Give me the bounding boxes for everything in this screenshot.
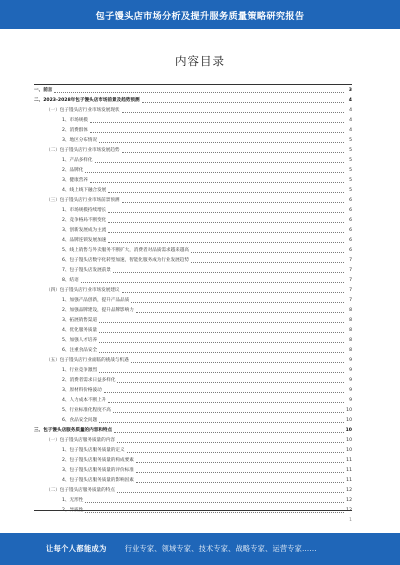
toc-entry-page: 7 <box>349 258 352 263</box>
toc-entry[interactable] <box>34 346 352 354</box>
toc-leader-dots <box>81 282 344 283</box>
toc-entry[interactable] <box>34 276 352 284</box>
toc-entry[interactable] <box>34 416 352 424</box>
toc-leader-dots <box>99 422 344 423</box>
toc-entry-page: 10 <box>346 408 352 413</box>
toc-leader-dots <box>108 232 344 233</box>
footer-slogan: 让每个人都能成为 <box>46 544 107 553</box>
toc-entry[interactable] <box>34 366 352 374</box>
toc-entry-page: 4 <box>349 118 352 123</box>
toc-entry-page: 6 <box>349 238 352 243</box>
page-number: 1 <box>349 518 352 523</box>
toc-entry-page: 8 <box>349 308 352 313</box>
toc-entry-text: 1、加强产品创新，提升产品品质 <box>62 298 130 303</box>
toc-entry-page: 8 <box>349 348 352 353</box>
toc-entry-text: 1、无形性 <box>62 498 84 503</box>
toc-leader-dots <box>122 292 344 293</box>
toc-leader-dots <box>99 322 344 323</box>
toc-leader-dots <box>95 162 345 163</box>
toc-leader-dots <box>113 272 344 273</box>
toc-entry-text: （五）包子馒头店行业面临的挑战与机遇 <box>46 358 129 363</box>
toc-entry-text: 1、市场规模持续增长 <box>62 208 107 213</box>
toc-leader-dots <box>117 382 344 383</box>
toc-entry-page: 10 <box>345 428 352 433</box>
toc-entry-text: 3、原材料价格波动 <box>62 388 102 393</box>
toc-leader-dots <box>99 342 344 343</box>
toc-entry-page: 5 <box>349 168 352 173</box>
toc-entry-text: 3、健康营养 <box>62 178 88 183</box>
toc-entry-text: 3、拓展销售渠道 <box>62 318 98 323</box>
toc-leader-dots <box>117 442 344 443</box>
toc-entry-text: 7、包子馒头店发展前景 <box>62 268 111 273</box>
toc-entry[interactable] <box>34 176 352 184</box>
toc-title: 内容目录 <box>175 54 225 68</box>
toc-entry-text: 3、创新发展成为主流 <box>62 228 107 233</box>
toc-leader-dots <box>191 262 344 263</box>
toc-entry[interactable] <box>34 196 352 204</box>
toc-entry-text: 4、线上线下融合发展 <box>62 188 107 193</box>
toc-entry-page: 6 <box>349 228 352 233</box>
toc-leader-dots <box>85 512 344 513</box>
toc-leader-dots <box>136 312 344 313</box>
toc-entry[interactable] <box>34 456 352 464</box>
toc-entry-page: 6 <box>349 208 352 213</box>
toc-entry-page: 11 <box>346 458 352 463</box>
toc-entry-page: 3 <box>348 88 352 93</box>
toc-entry[interactable] <box>34 426 352 434</box>
toc-entry[interactable] <box>34 126 352 134</box>
toc-leader-dots <box>136 472 344 473</box>
toc-entry-text: 4、人力成本不断上升 <box>62 398 107 403</box>
toc-entry-text: 4、优化服务质量 <box>62 328 98 333</box>
toc-leader-dots <box>108 402 344 403</box>
toc-entry-text: （一）包子馒头店服务质量的内容 <box>46 438 115 443</box>
toc-entry[interactable] <box>34 466 352 474</box>
toc-entry-text: 8、结语 <box>62 278 79 283</box>
toc-entry-page: 4 <box>349 128 352 133</box>
toc-entry[interactable] <box>34 86 352 94</box>
toc-entry[interactable] <box>34 116 352 124</box>
toc-leader-dots <box>85 172 344 173</box>
toc-entry[interactable] <box>34 376 352 384</box>
toc-entry-text: 2、竞争格局不断变化 <box>62 218 107 223</box>
footer-bar <box>0 533 400 565</box>
toc-leader-dots <box>136 482 344 483</box>
toc-leader-dots <box>122 152 344 153</box>
toc-entry[interactable] <box>34 286 352 294</box>
toc-leader-dots <box>108 212 344 213</box>
toc-entry-text: 1、产品多样化 <box>62 158 93 163</box>
toc-bottom-rule <box>34 510 352 511</box>
toc-leader-dots <box>131 302 344 303</box>
toc-entry-page: 4 <box>349 108 352 113</box>
toc-entry-text: 2、消费者需求日益多样化 <box>62 378 116 383</box>
toc-entry-text: 2、加强品牌建设，提升品牌影响力 <box>62 308 134 313</box>
toc-entry-text: 2、品牌化 <box>62 168 84 173</box>
toc-leader-dots <box>113 412 344 413</box>
toc-entry-text: 6、食品安全问题 <box>62 418 98 423</box>
toc-entry[interactable] <box>34 166 352 174</box>
toc-leader-dots <box>85 502 344 503</box>
toc-entry-page: 7 <box>349 288 352 293</box>
toc-entry-page: 12 <box>346 488 352 493</box>
toc-entry[interactable] <box>34 226 352 234</box>
toc-leader-dots <box>142 102 344 103</box>
toc-entry[interactable] <box>34 356 352 364</box>
toc-entry-text: 2、包子馒头店服务质量的构成要素 <box>62 458 134 463</box>
toc-entry[interactable] <box>34 236 352 244</box>
toc-entry[interactable] <box>34 246 352 254</box>
toc-entry-page: 9 <box>349 378 352 383</box>
report-title: 包子馒头店市场分析及提升服务质量策略研究报告 <box>95 10 305 22</box>
toc-entry-page: 12 <box>346 498 352 503</box>
toc-entry[interactable] <box>34 106 352 114</box>
toc-leader-dots <box>122 202 344 203</box>
toc-entry[interactable] <box>34 436 352 444</box>
toc-entry-text: 6、包子馒头店数字化转型加速，智能化服务成为行业发展趋势 <box>62 258 189 263</box>
toc-leader-dots <box>136 462 344 463</box>
toc-leader-dots <box>90 122 344 123</box>
toc-leader-dots <box>99 372 344 373</box>
toc-entry-text: 1、市场规模 <box>62 118 88 123</box>
toc-entry[interactable] <box>34 296 352 304</box>
toc-entry-text: 1、包子馒头店服务质量的定义 <box>62 448 125 453</box>
toc-leader-dots <box>114 432 343 433</box>
toc-leader-dots <box>131 362 344 363</box>
report-header-bar <box>0 0 400 29</box>
toc-entry[interactable] <box>34 486 352 494</box>
toc-entry-page: 11 <box>346 468 352 473</box>
toc-entry[interactable] <box>34 446 352 454</box>
toc-leader-dots <box>99 352 344 353</box>
toc-leader-dots <box>117 492 344 493</box>
toc-entry[interactable] <box>34 306 352 314</box>
toc-leader-dots <box>127 452 344 453</box>
toc-leader-dots <box>99 332 344 333</box>
toc-entry-page: 9 <box>349 388 352 393</box>
toc-leader-dots <box>104 392 344 393</box>
toc-entry[interactable] <box>34 386 352 394</box>
toc-entry-page: 7 <box>349 268 352 273</box>
toc-entry[interactable] <box>34 406 352 414</box>
toc-entry[interactable] <box>34 326 352 334</box>
toc-leader-dots <box>99 142 344 143</box>
toc-entry-page: 9 <box>349 368 352 373</box>
toc-entry-page: 9 <box>349 358 352 363</box>
toc-entry[interactable] <box>34 156 352 164</box>
toc-entry-page: 5 <box>349 138 352 143</box>
toc-entry-page: 10 <box>346 438 352 443</box>
toc-entry-text: （四）包子馒头店行业市场发展建议 <box>46 288 120 293</box>
toc-entry-text: 4、包子馒头店服务质量的影响因素 <box>62 478 134 483</box>
toc-leader-dots <box>108 242 344 243</box>
toc-entry-text: （二）包子馒头店服务质量的特点 <box>46 488 115 493</box>
toc-leader-dots <box>90 132 344 133</box>
toc-leader-dots <box>54 92 344 93</box>
toc-entry-page: 5 <box>349 188 352 193</box>
toc-entry-page: 5 <box>349 158 352 163</box>
toc-leader-dots <box>191 252 344 253</box>
toc-entry-text: 5、行业标准化程度不高 <box>62 408 111 413</box>
toc-entry[interactable] <box>34 186 352 194</box>
toc-entry-page: 6 <box>349 198 352 203</box>
toc-entry-text: 5、线上销售与外卖服务不断扩大，消费者对品质需求越来越高 <box>62 248 189 253</box>
toc-entry-page: 10 <box>346 418 352 423</box>
toc-entry-page: 8 <box>349 338 352 343</box>
toc-entry-text: 一、前言 <box>34 88 53 93</box>
toc-entry[interactable] <box>34 146 352 154</box>
toc-entry-page: 7 <box>349 298 352 303</box>
toc-entry[interactable] <box>34 336 352 344</box>
toc-entry-text <box>62 508 83 514</box>
toc-leader-dots <box>122 112 344 113</box>
toc-entry-page: 10 <box>346 448 352 453</box>
toc-entry-page: 6 <box>349 248 352 253</box>
toc-entry-text: 4、品牌连锁发展加速 <box>62 238 107 243</box>
toc-entry[interactable] <box>34 96 352 104</box>
toc-entry-page: 11 <box>346 478 352 483</box>
toc-entry-page: 8 <box>349 328 352 333</box>
toc-entry[interactable] <box>34 316 352 324</box>
toc-entry-page: 5 <box>349 178 352 183</box>
toc-entry-page: 4 <box>348 98 352 103</box>
toc-entry-text: 2、消费群体 <box>62 128 88 133</box>
toc-entry[interactable] <box>34 206 352 214</box>
toc-entry[interactable] <box>34 216 352 224</box>
toc-entry-text: 3、地区分布情况 <box>62 138 98 143</box>
toc-entry-page: 7 <box>349 278 352 283</box>
toc-entry-text: 3、包子馒头店服务质量的评价标准 <box>62 468 134 473</box>
toc-entry-text: （二）包子馒头店行业市场发展趋势 <box>46 148 120 153</box>
toc-entry-text: 6、注重食品安全 <box>62 348 98 353</box>
toc-entry[interactable] <box>34 396 352 404</box>
toc-entry-text: 5、加强人才培养 <box>62 338 98 343</box>
toc-entry-page <box>346 508 352 514</box>
toc-entry[interactable] <box>34 476 352 484</box>
toc-entry[interactable] <box>34 136 352 144</box>
toc-leader-dots <box>108 192 344 193</box>
toc-entry-text: 二、2023-2028年包子馒头店市场前景及趋势预测 <box>34 98 140 103</box>
toc-entry-text: （一）包子馒头店行业市场发展现状 <box>46 108 120 113</box>
toc-entry[interactable] <box>34 496 352 504</box>
toc-entry[interactable] <box>34 266 352 274</box>
footer-tagline: 行业专家、领域专家、技术专家、战略专家、运营专家…… <box>124 544 317 553</box>
toc-entry-page: 9 <box>349 398 352 403</box>
toc-entry-text: 1、行业竞争激烈 <box>62 368 98 373</box>
table-of-contents <box>34 84 352 514</box>
toc-leader-dots <box>90 182 344 183</box>
toc-entry-page: 6 <box>349 218 352 223</box>
toc-entry-text: （三）包子馒头店行业市场前景预测 <box>46 198 120 203</box>
toc-entry-page: 8 <box>349 318 352 323</box>
toc-entry[interactable] <box>34 256 352 264</box>
toc-leader-dots <box>108 222 344 223</box>
toc-entry-page: 5 <box>349 148 352 153</box>
toc-entry-text: 三、包子馒头店服务质量的内容和特点 <box>34 428 113 433</box>
